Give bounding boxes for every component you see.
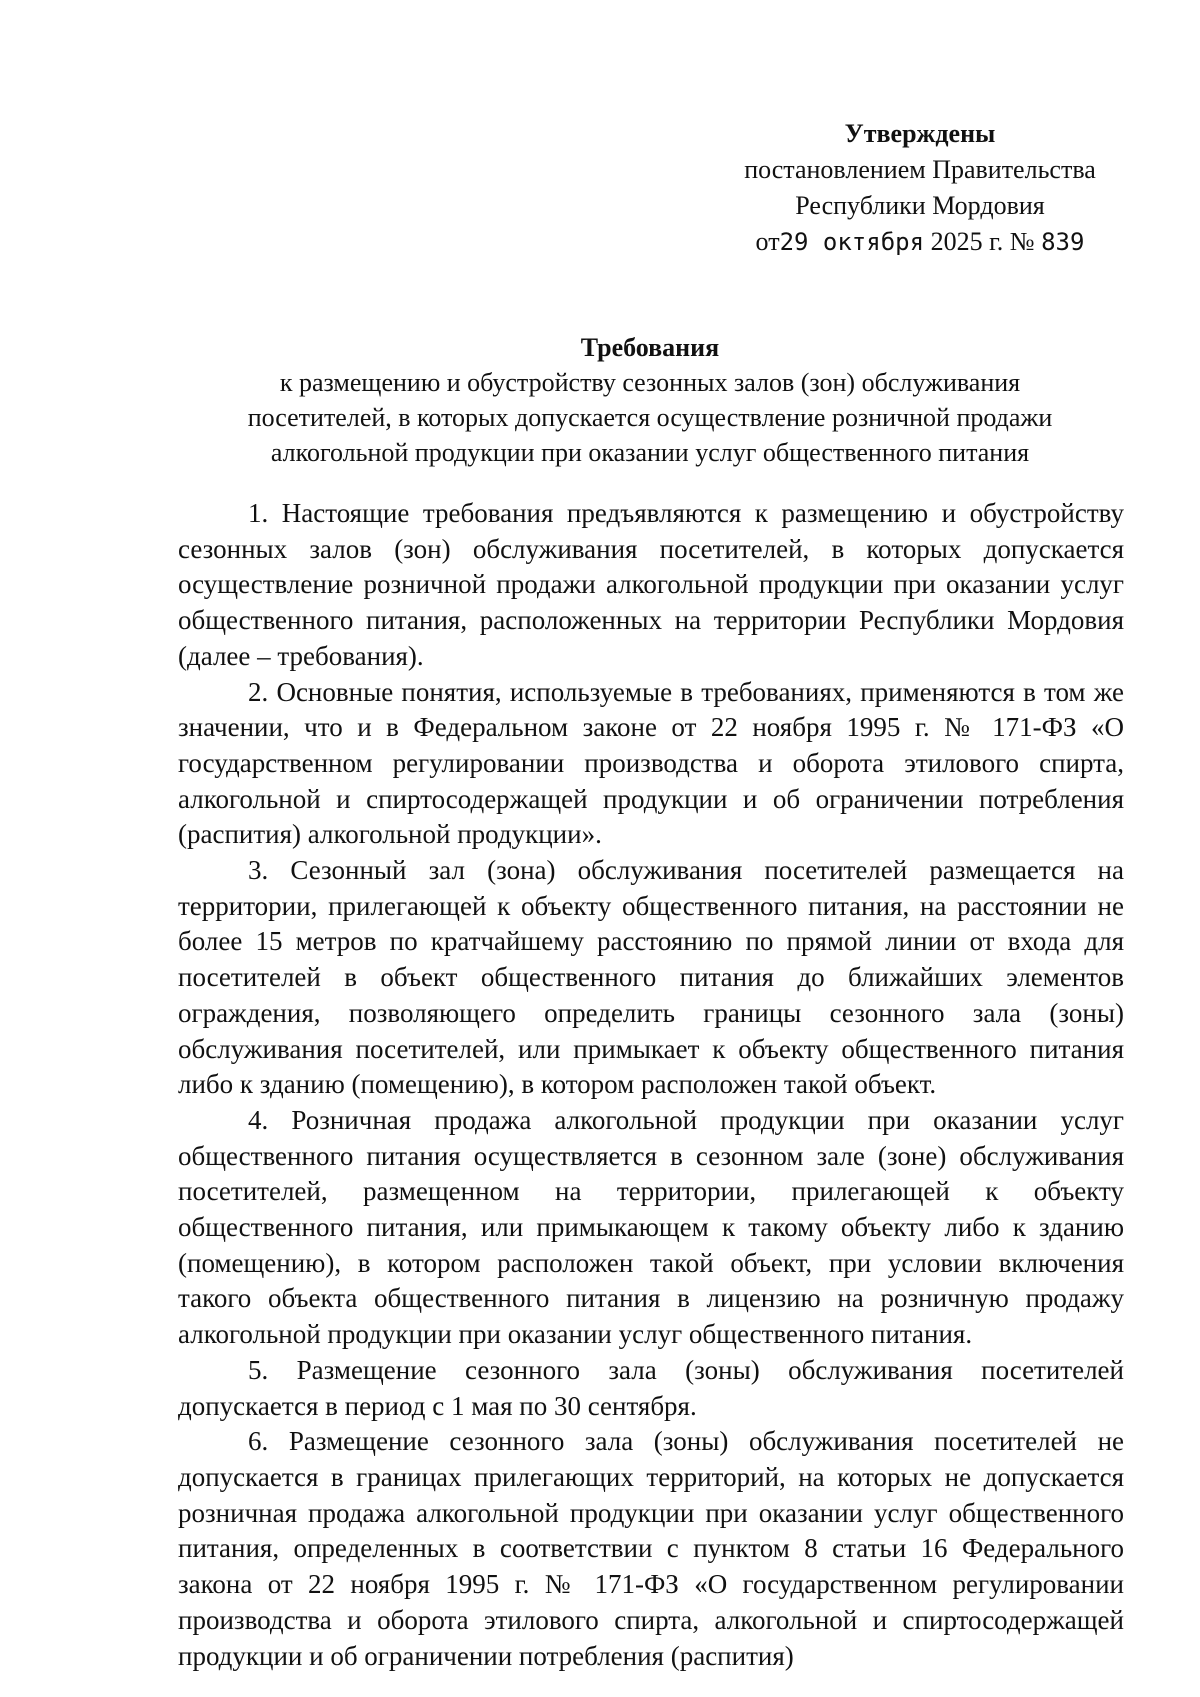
paragraph-2: 2. Основные понятия, используемые в требованиях, применяются в том же значении, что и в Федеральном законе от 22 ноября 1995 г. № 171-ФЗ «О государственном регулировании производства и оборота этилового спирта, алкогольной и спиртосодержащей продукции и об ограничении потребления (распития) алкогольной продукции». <box>178 676 1124 850</box>
approval-title: Утверждены <box>844 119 996 148</box>
approval-date-line <box>720 224 1120 260</box>
paragraph-3: 3. Сезонный зал (зона) обслуживания посетителей размещается на территории, прилегающей к объекту общественного питания, на расстоянии не более 15 метров по кратчайшему расстоянию по прямой линии от входа для посетителей в объект общественного питания до ближайших элементов ограждения, позволяющего определить границы сезонного зала (зоны) обслуживания посетителей, или примыкает к объекту общественного питания либо к зданию (помещению), в котором расположен такой объект. <box>178 855 1124 1100</box>
approval-block <box>720 116 1120 260</box>
document-body <box>178 496 1124 1674</box>
paragraph-4: 4. Розничная продажа алкогольной продукции при оказании услуг общественного питания осуществляется в сезонном зале (зоне) обслуживания посетителей, размещенном на территории, прилегающей к объекту общественного питания, или примыкающем к такому объекту либо к зданию (помещению), в котором расположен такой объект, при условии включения такого объекта общественного питания в лицензию на розничную продажу алкогольной продукции при оказании услуг общественного питания. <box>178 1104 1124 1350</box>
document-number: 839 <box>1041 228 1085 256</box>
approval-line-1: постановлением Правительства <box>744 155 1096 184</box>
date-year: 2025 г. № <box>924 227 1042 256</box>
paragraph-5: 5. Размещение сезонного зала (зоны) обслуживания посетителей допускается в период с 1 мая по 30 сентября. <box>178 1354 1124 1421</box>
heading-line-3: алкогольной продукции при оказании услуг общественного питания <box>270 438 1030 467</box>
heading-line-1: к размещению и обустройству сезонных залов (зон) обслуживания <box>279 368 1021 397</box>
paragraph-6: 6. Размещение сезонного зала (зоны) обслуживания посетителей не допускается в границах прилегающих территорий, на которых не допускается розничная продажа алкогольной продукции при оказании услуг общественного питания, определенных в соответствии с пунктом 8 статьи 16 Федерального закона от 22 ноября 1995 г. № 171-ФЗ «О государственном регулировании производства и оборота этилового спирта, алкогольной и спиртосодержащей продукции и об ограничении потребления (распития) <box>178 1426 1124 1671</box>
date-prefix: от <box>755 227 780 256</box>
heading-title: Требования <box>580 333 720 362</box>
heading-line-2: посетителей, в которых допускается осуществление розничной продажи <box>247 403 1053 432</box>
document-heading <box>180 330 1120 470</box>
paragraph-1: 1. Настоящие требования предъявляются к размещению и обустройству сезонных залов (зон) обслуживания посетителей, в которых допускается осуществление розничной продажи алкогольной продукции при оказании услуг общественного питания, расположенных на территории Республики Мордовия (далее – требования). <box>178 498 1124 671</box>
date-typed: 29 октября <box>779 228 925 256</box>
approval-line-2: Республики Мордовия <box>795 191 1045 220</box>
